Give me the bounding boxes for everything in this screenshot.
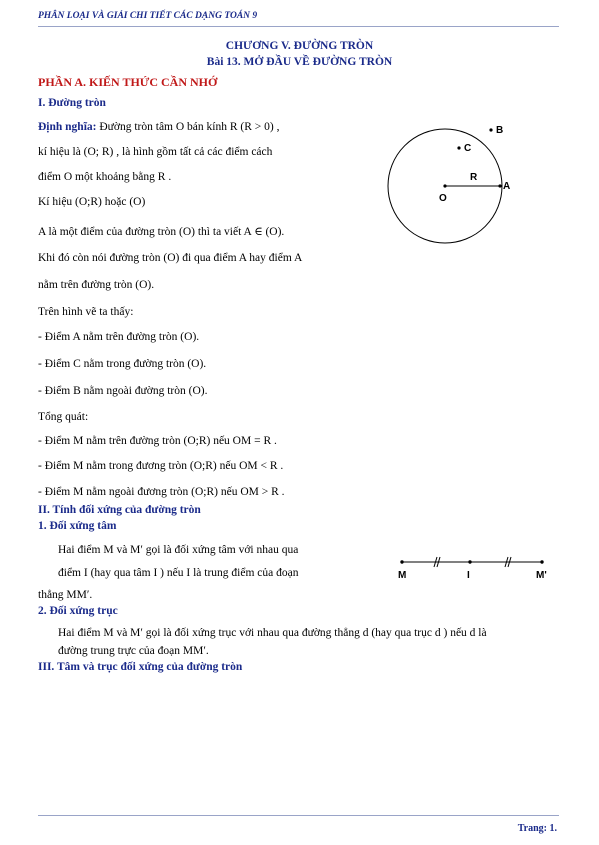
label-m-prime: M'	[536, 570, 547, 581]
figure-intro-line: Trên hình vẽ ta thấy:	[38, 306, 134, 318]
segment-figure	[392, 552, 562, 582]
m-out-line: - Điểm M nằm ngoài đương tròn (O;R) nếu OM > R .	[38, 486, 285, 498]
running-header: PHÂN LOẠI VÀ GIẢI CHI TIẾT CÁC DẠNG TOÁN 9	[38, 11, 258, 21]
point-m-prime	[540, 560, 543, 563]
a-on-circle-line: A là một điểm của đường tròn (O) thì ta viết A ∈ (O).	[38, 226, 285, 238]
notation-line: Kí hiệu (O;R) hoặc (O)	[38, 196, 146, 208]
m-on-line: - Điểm M nằm trên đường tròn (O;R) nếu OM = R .	[38, 435, 277, 447]
general-label: Tổng quát:	[38, 411, 89, 423]
circle-figure	[380, 118, 520, 268]
label-b: B	[496, 125, 504, 136]
definition-text: Đường tròn tâm O bán kính R (R > 0) ,	[96, 121, 280, 133]
point-a	[498, 184, 501, 187]
point-c-line: - Điểm C nằm trong đường tròn (O).	[38, 358, 207, 370]
axial-symmetry-line2: đường trung trực của đoạn MM′.	[58, 645, 209, 657]
axial-symmetry-line1: Hai điểm M và M′ gọi là đối xứng trục với nhau qua đường thẳng d (hay qua trục d ) nếu d là	[58, 627, 487, 639]
section2-heading: II. Tính đối xứng của đường tròn	[38, 504, 201, 516]
definition-label: Định nghĩa:	[38, 121, 97, 133]
point-i	[468, 560, 471, 563]
definition-line2: kí hiệu là (O; R) , là hình gồm tất cả các điểm cách	[38, 146, 273, 158]
point-a-line: - Điểm A nằm trên đường tròn (O).	[38, 331, 200, 343]
section3-heading: III. Tâm và trục đối xứng của đường tròn	[38, 661, 243, 673]
page-number: Trang: 1.	[517, 823, 557, 834]
label-m: M	[398, 570, 407, 581]
label-r: R	[470, 172, 478, 183]
label-a: A	[503, 181, 511, 192]
point-b-line: - Điểm B nằm ngoài đường tròn (O).	[38, 385, 208, 397]
point-b	[489, 128, 492, 131]
point-m	[400, 560, 403, 563]
m-in-line: - Điểm M nằm trong đương tròn (O;R) nếu OM < R .	[38, 460, 284, 472]
section1-heading: I. Đường tròn	[38, 97, 106, 109]
axial-symmetry-heading: 2. Đối xứng trục	[38, 605, 118, 617]
definition-line3: điểm O một khoảng bằng R .	[38, 171, 172, 183]
also-say-line1: Khi đó còn nói đường tròn (O) đi qua điểm A hay điểm A	[38, 252, 303, 264]
chapter-title: CHƯƠNG V. ĐƯỜNG TRÒN	[225, 40, 374, 52]
label-c: C	[464, 143, 472, 154]
point-c	[457, 146, 460, 149]
central-symmetry-heading: 1. Đối xứng tâm	[38, 520, 117, 532]
central-symmetry-line3: thẳng MM′.	[38, 589, 93, 601]
definition-line1	[38, 121, 279, 133]
central-symmetry-line1: Hai điểm M và M′ gọi là đối xứng tâm với nhau qua	[58, 544, 299, 556]
part-a-heading: PHẦN A. KIẾN THỨC CẦN NHỚ	[38, 75, 218, 89]
point-o	[443, 184, 446, 187]
footer-rule	[38, 815, 559, 816]
central-symmetry-line2: điểm I (hay qua tâm I ) nếu I là trung điểm của đoạn	[58, 567, 299, 579]
label-o: O	[439, 193, 447, 204]
lesson-title: Bài 13. MỞ ĐẦU VỀ ĐƯỜNG TRÒN	[206, 56, 393, 68]
also-say-line2: nằm trên đường tròn (O).	[38, 279, 155, 291]
label-i: I	[467, 570, 470, 581]
header-rule	[38, 26, 559, 27]
